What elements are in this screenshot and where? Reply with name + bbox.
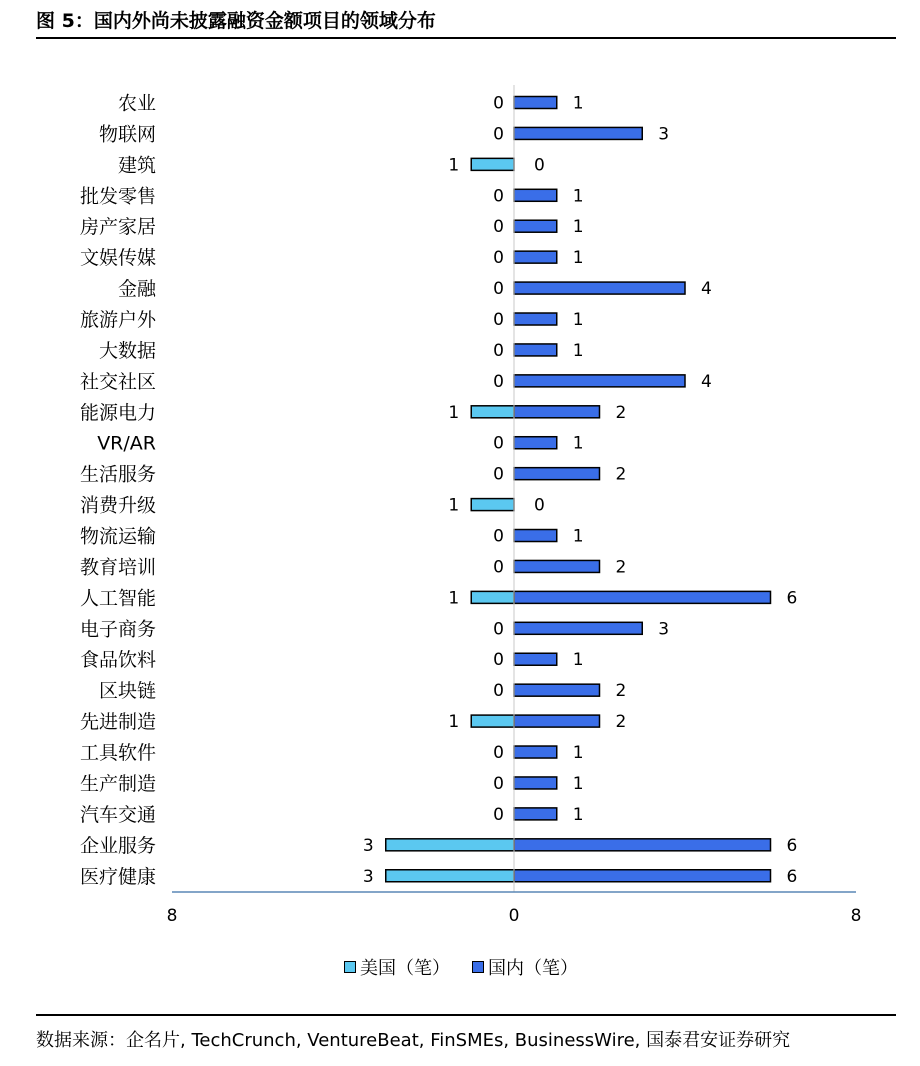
x-tick-label: 8 xyxy=(166,906,178,926)
category-label: 先进制造 xyxy=(79,711,156,734)
data-label-us: 1 xyxy=(448,712,460,733)
category-label: 生产制造 xyxy=(79,772,156,795)
data-label-us: 0 xyxy=(493,217,504,238)
bar-domestic xyxy=(514,530,557,542)
bar-domestic xyxy=(514,591,771,603)
data-label-domestic: 6 xyxy=(786,866,798,887)
x-tick-label: 8 xyxy=(850,906,862,926)
data-label-us: 0 xyxy=(493,650,504,671)
data-label-us: 0 xyxy=(493,464,504,485)
bar-domestic xyxy=(514,406,600,418)
bar-domestic xyxy=(514,715,600,727)
bar-us xyxy=(471,715,514,727)
category-label: 人工智能 xyxy=(79,587,156,610)
category-label: 社交社区 xyxy=(79,370,156,393)
bar-us xyxy=(471,406,514,418)
source-note: 数据来源：企名片, TechCrunch, VentureBeat, FinSMEs, BusinessWire, 国泰君安证券研究 xyxy=(36,1030,791,1051)
data-label-domestic: 1 xyxy=(572,93,584,114)
data-label-domestic: 1 xyxy=(572,773,584,794)
bar-domestic xyxy=(514,808,557,820)
category-label: 食品饮料 xyxy=(79,649,156,672)
category-label: 文娱传媒 xyxy=(79,247,156,270)
bar-domestic xyxy=(514,97,557,109)
data-label-domestic: 1 xyxy=(572,217,584,238)
bar-domestic xyxy=(514,653,557,665)
bar-us xyxy=(386,839,514,851)
category-label: 消费升级 xyxy=(79,494,156,517)
bar-domestic xyxy=(514,777,557,789)
bar-domestic xyxy=(514,746,557,758)
category-label: 汽车交通 xyxy=(79,803,156,826)
data-label-us: 0 xyxy=(493,526,504,547)
data-label-domestic: 1 xyxy=(572,804,584,825)
category-label: 生活服务 xyxy=(79,463,156,486)
category-label: 金融 xyxy=(117,278,156,301)
bar-domestic xyxy=(514,251,557,263)
data-label-us: 3 xyxy=(362,835,374,856)
category-label: 医疗健康 xyxy=(79,865,156,888)
data-label-us: 0 xyxy=(493,619,504,640)
bar-us xyxy=(471,499,514,511)
x-tick-label: 0 xyxy=(508,906,520,926)
bar-domestic xyxy=(514,189,557,201)
category-label: 企业服务 xyxy=(79,834,156,857)
bar-us xyxy=(386,870,514,882)
data-label-us: 0 xyxy=(493,248,504,269)
data-label-us: 0 xyxy=(493,681,504,702)
bar-domestic xyxy=(514,870,771,882)
data-label-domestic: 1 xyxy=(572,248,584,269)
data-label-domestic: 3 xyxy=(658,619,670,640)
category-label: 能源电力 xyxy=(79,401,156,424)
category-label: 物联网 xyxy=(98,123,156,146)
data-label-us: 1 xyxy=(448,155,460,176)
category-label: 教育培训 xyxy=(79,556,156,579)
figure-title: 图 5：国内外尚未披露融资金额项目的领域分布 xyxy=(36,10,436,32)
category-label: VR/AR xyxy=(97,432,156,455)
data-label-domestic: 4 xyxy=(701,279,712,300)
legend-label-us: 美国（笔） xyxy=(360,958,450,979)
chart-legend xyxy=(344,954,600,980)
category-label: 物流运输 xyxy=(79,525,156,548)
legend-item-us xyxy=(344,954,450,980)
source-rule xyxy=(36,1014,896,1016)
data-label-domestic: 0 xyxy=(534,155,545,176)
category-label: 大数据 xyxy=(98,339,156,362)
bar-domestic xyxy=(514,684,600,696)
data-label-domestic: 2 xyxy=(615,464,627,485)
data-label-domestic: 1 xyxy=(572,650,584,671)
bar-domestic xyxy=(514,344,557,356)
bar-domestic xyxy=(514,839,771,851)
data-label-us: 1 xyxy=(448,495,460,516)
data-label-us: 0 xyxy=(493,743,504,764)
category-label: 农业 xyxy=(117,92,156,115)
data-label-domestic: 2 xyxy=(615,557,627,578)
data-label-domestic: 1 xyxy=(572,310,584,331)
data-label-us: 0 xyxy=(493,773,504,794)
category-label: 批发零售 xyxy=(79,185,156,208)
data-label-domestic: 1 xyxy=(572,526,584,547)
category-label: 房产家居 xyxy=(79,216,156,239)
bar-domestic xyxy=(514,220,557,232)
bar-domestic xyxy=(514,468,600,480)
bar-us xyxy=(471,591,514,603)
data-label-us: 0 xyxy=(493,433,504,454)
category-label: 电子商务 xyxy=(79,618,156,641)
legend-swatch-us xyxy=(344,961,356,973)
data-label-us: 0 xyxy=(493,310,504,331)
bar-domestic xyxy=(514,375,685,387)
data-label-domestic: 2 xyxy=(615,681,627,702)
data-label-domestic: 1 xyxy=(572,340,584,361)
category-label: 区块链 xyxy=(98,680,156,703)
bar-domestic xyxy=(514,622,642,634)
bar-domestic xyxy=(514,313,557,325)
data-label-domestic: 6 xyxy=(786,588,798,609)
data-label-us: 0 xyxy=(493,557,504,578)
bar-domestic xyxy=(514,127,642,139)
bar-us xyxy=(471,158,514,170)
data-label-domestic: 3 xyxy=(658,124,670,145)
data-label-domestic: 2 xyxy=(615,712,627,733)
bar-domestic xyxy=(514,560,600,572)
bar-domestic xyxy=(514,437,557,449)
data-label-us: 0 xyxy=(493,804,504,825)
data-label-us: 0 xyxy=(493,279,504,300)
category-label: 旅游户外 xyxy=(79,309,156,332)
bar-domestic xyxy=(514,282,685,294)
data-label-domestic: 2 xyxy=(615,402,627,423)
data-label-domestic: 1 xyxy=(572,186,584,207)
data-label-us: 0 xyxy=(493,186,504,207)
data-label-domestic: 1 xyxy=(572,743,584,764)
legend-label-domestic: 国内（笔） xyxy=(488,958,578,979)
data-label-us: 3 xyxy=(362,866,374,887)
data-label-domestic: 1 xyxy=(572,433,584,454)
data-label-us: 0 xyxy=(493,371,504,392)
category-label: 工具软件 xyxy=(79,742,156,765)
data-label-us: 0 xyxy=(493,340,504,361)
data-label-us: 1 xyxy=(448,402,460,423)
data-label-us: 0 xyxy=(493,93,504,114)
data-label-domestic: 6 xyxy=(786,835,798,856)
data-label-domestic: 0 xyxy=(534,495,545,516)
category-label: 建筑 xyxy=(117,154,156,177)
data-label-domestic: 4 xyxy=(701,371,712,392)
data-label-us: 1 xyxy=(448,588,460,609)
legend-item-domestic xyxy=(472,954,578,980)
data-label-us: 0 xyxy=(493,124,504,145)
legend-swatch-domestic xyxy=(472,961,484,973)
